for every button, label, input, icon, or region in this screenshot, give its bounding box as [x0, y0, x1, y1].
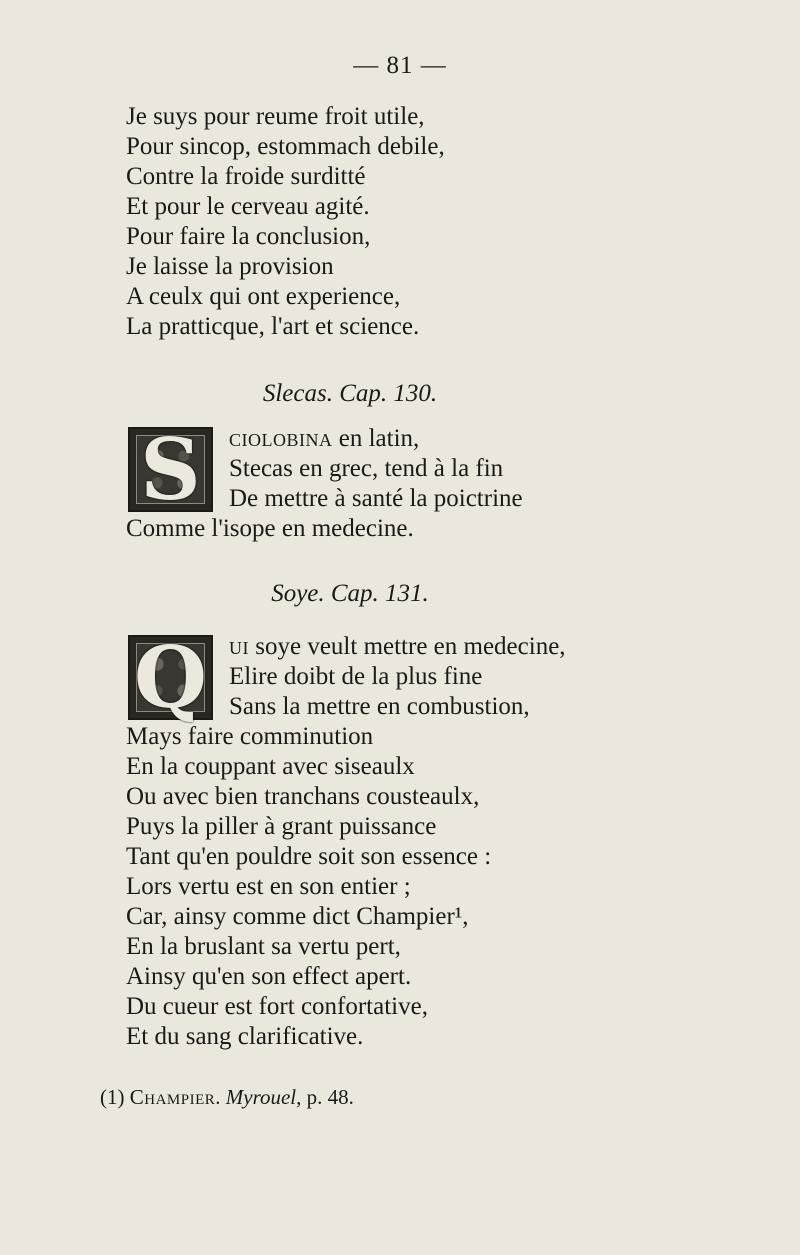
verse-line: En la couppant avec siseaulx [126, 753, 415, 780]
stanza-1 [126, 102, 445, 342]
verse-line: Pour faire la conclusion, [126, 223, 371, 250]
footnote-title: Myrouel, [225, 1085, 302, 1109]
verse-line: De mettre à santé la poictrine [229, 485, 523, 512]
verse-line: Puys la piller à grant puissance [126, 813, 437, 840]
footnote-page: p. 48. [301, 1085, 354, 1109]
small-caps-word: ui [229, 633, 249, 660]
footnote [100, 1085, 354, 1110]
initial-letter: S [140, 419, 201, 519]
initial-letter: Q [133, 627, 208, 727]
verse-line: Mays faire comminution [126, 723, 374, 750]
verse-line: Et pour le cerveau agité. [126, 193, 370, 220]
footnote-separator: . [215, 1085, 226, 1109]
small-caps-word: ciolobina [229, 425, 333, 452]
verse-line: En la bruslant sa vertu pert, [126, 933, 401, 960]
verse-line: Lors vertu est en son entier ; [126, 873, 411, 900]
verse-line: Contre la froide surditté [126, 163, 366, 190]
line-rest: en latin, [332, 425, 420, 452]
page-number: — 81 — [353, 52, 447, 79]
verse-line: Je laisse la provision [126, 253, 334, 280]
verse-line [126, 424, 523, 454]
verse-line: Elire doibt de la plus fine [229, 663, 483, 690]
footnote-author: Champier [129, 1085, 216, 1109]
verse-line: Pour sincop, estommach debile, [126, 133, 445, 160]
verse-line: La pratticque, l'art et science. [126, 313, 420, 340]
verse-line: Sans la mettre en combustion, [229, 693, 530, 720]
verse-line: Ainsy qu'en son effect apert. [126, 963, 412, 990]
verse-line: A ceulx qui ont experience, [126, 283, 401, 310]
verse-line: Je suys pour reume froit utile, [126, 103, 425, 130]
line-rest: soye veult mettre en medecine, [249, 633, 566, 660]
verse-line: Comme l'isope en medecine. [126, 515, 414, 542]
verse-line [126, 632, 566, 662]
footnote-mark: (1) [100, 1085, 130, 1109]
section-2-text [126, 627, 566, 1052]
section-1-text [126, 419, 523, 544]
verse-line: Car, ainsy comme dict Champier¹, [126, 903, 469, 930]
section-heading-slecas: Slecas. Cap. 130. [262, 380, 438, 407]
verse-line: Tant qu'en pouldre soit son essence : [126, 843, 492, 870]
section-heading-soye: Soye. Cap. 131. [271, 580, 429, 607]
verse-line: Du cueur est fort confortative, [126, 993, 428, 1020]
verse-line: Ou avec bien tranchans cousteaulx, [126, 783, 480, 810]
verse-line: Et du sang clarificative. [126, 1023, 364, 1050]
verse-line: Stecas en grec, tend à la fin [229, 455, 504, 482]
